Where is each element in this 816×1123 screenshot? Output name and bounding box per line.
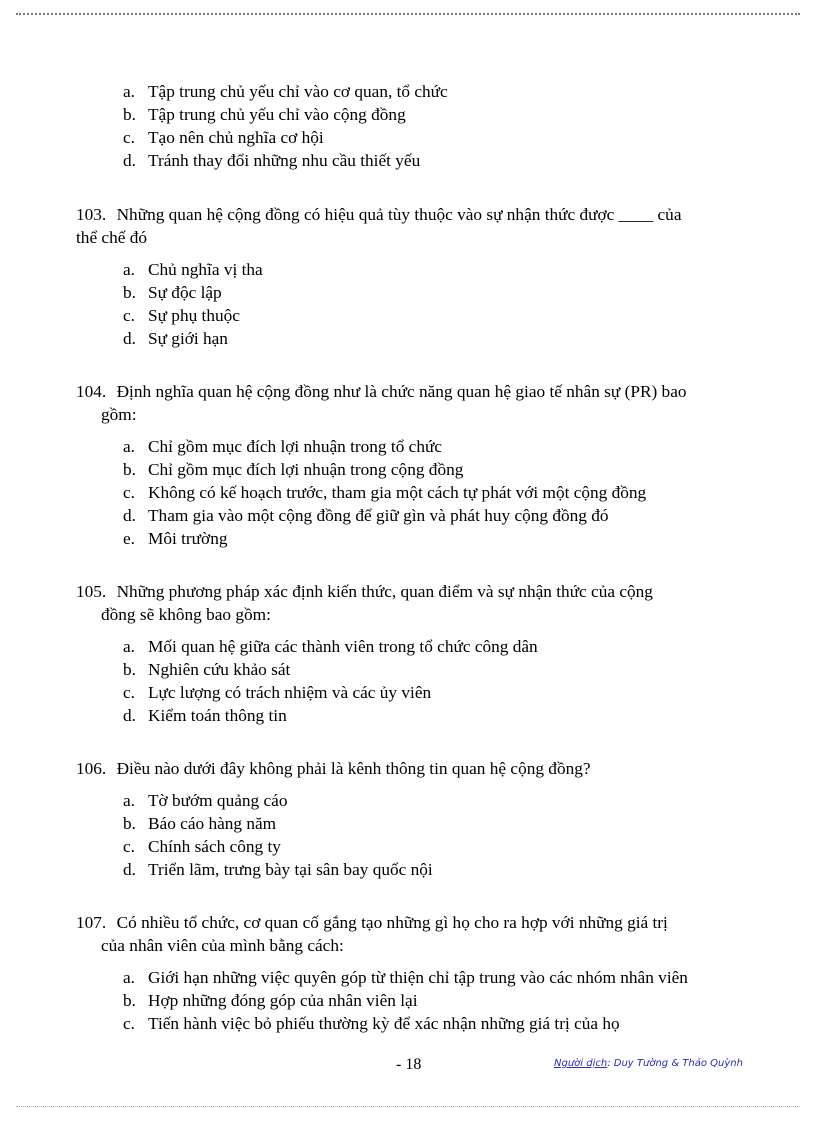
option-text: Kiểm toán thông tin [148, 706, 287, 725]
question-104 [76, 380, 744, 550]
question-line-1: Những phương pháp xác định kiến thức, quan điểm và sự nhận thức của cộng [116, 582, 653, 601]
option-text: Mối quan hệ giữa các thành viên trong tổ chức công dân [148, 637, 538, 656]
option-item [123, 789, 744, 812]
option-item [123, 1012, 744, 1035]
option-letter: d. [123, 329, 136, 348]
option-item [123, 304, 744, 327]
option-letter: b. [123, 460, 136, 479]
question-text [76, 911, 744, 934]
question-text [76, 380, 744, 403]
question-line-2: đồng sẽ không bao gồm: [101, 605, 271, 624]
option-letter: c. [123, 837, 135, 856]
option-text: Tiến hành việc bỏ phiếu thường kỳ để xác nhận những giá trị của họ [148, 1014, 620, 1033]
question-number: 103. [76, 205, 107, 224]
credit-names: : Duy Tường & Thảo Quỳnh [607, 1058, 743, 1069]
question-text [76, 203, 744, 226]
option-item [123, 504, 744, 527]
option-letter: d. [123, 706, 136, 725]
option-item [123, 80, 744, 103]
option-item [123, 481, 744, 504]
option-text: Sự phụ thuộc [148, 306, 240, 325]
option-item [123, 149, 744, 172]
question-options [76, 635, 744, 727]
question-line-2: của nhân viên của mình bằng cách: [101, 936, 344, 955]
option-text: Chủ nghĩa vị tha [148, 260, 263, 279]
option-text: Chính sách công ty [148, 837, 281, 856]
option-item [123, 989, 744, 1012]
option-letter: b. [123, 660, 136, 679]
option-text: Hợp những đóng góp của nhân viên lại [148, 991, 418, 1010]
option-text: Tập trung chủ yếu chỉ vào cơ quan, tổ chức [148, 82, 448, 101]
option-text: Chỉ gồm mục đích lợi nhuận trong cộng đồng [148, 460, 464, 479]
option-text: Lực lượng có trách nhiệm và các ủy viên [148, 683, 432, 702]
question-105 [76, 580, 744, 727]
option-text: Không có kế hoạch trước, tham gia một cách tự phát với một cộng đồng [148, 483, 647, 502]
credit-label: Người dịch [554, 1058, 608, 1069]
previous-question-options [76, 80, 744, 172]
option-text: Sự giới hạn [148, 329, 228, 348]
option-letter: b. [123, 991, 136, 1010]
option-item [123, 835, 744, 858]
option-item [123, 103, 744, 126]
question-number: 105. [76, 582, 107, 601]
option-letter: a. [123, 637, 135, 656]
option-text: Triển lãm, trưng bày tại sân bay quốc nội [148, 860, 433, 879]
option-letter: c. [123, 483, 135, 502]
question-options [76, 258, 744, 350]
option-text: Tờ bướm quảng cáo [148, 791, 288, 810]
option-item [123, 435, 744, 458]
top-border [16, 13, 800, 15]
option-letter: d. [123, 506, 136, 525]
option-letter: c. [123, 683, 135, 702]
question-number: 104. [76, 382, 107, 401]
question-text [76, 757, 744, 780]
option-item [123, 966, 744, 989]
option-text: Giới hạn những việc quyên góp từ thiện chỉ tập trung vào các nhóm nhân viên [148, 968, 688, 987]
question-text [76, 580, 744, 603]
option-letter: d. [123, 860, 136, 879]
option-item [123, 281, 744, 304]
bottom-border [16, 1106, 800, 1107]
option-letter: c. [123, 306, 135, 325]
option-text: Báo cáo hàng năm [148, 814, 277, 833]
option-letter: c. [123, 128, 135, 147]
option-item [123, 812, 744, 835]
translator-credit [554, 1058, 743, 1069]
option-letter: b. [123, 283, 136, 302]
option-text: Môi trường [148, 529, 228, 548]
question-number: 106. [76, 759, 107, 778]
question-line-2: thể chế đó [76, 228, 148, 247]
question-number: 107. [76, 913, 107, 932]
option-letter: b. [123, 105, 136, 124]
option-item [123, 458, 744, 481]
option-text: Tránh thay đổi những nhu cầu thiết yếu [148, 151, 421, 170]
option-letter: e. [123, 529, 135, 548]
option-text: Sự độc lập [148, 283, 222, 302]
option-item [123, 327, 744, 350]
question-107 [76, 911, 744, 1035]
question-options [76, 789, 744, 881]
option-letter: a. [123, 260, 135, 279]
option-letter: a. [123, 437, 135, 456]
option-item [123, 704, 744, 727]
page-number: - 18 [396, 1056, 422, 1073]
question-line-1: Điều nào dưới đây không phải là kênh thông tin quan hệ cộng đồng? [116, 759, 591, 778]
option-letter: a. [123, 968, 135, 987]
option-letter: a. [123, 82, 135, 101]
question-line-1: Định nghĩa quan hệ cộng đồng như là chức năng quan hệ giao tế nhân sự (PR) bao [116, 382, 687, 401]
option-letter: a. [123, 791, 135, 810]
question-103 [76, 203, 744, 350]
option-item [123, 126, 744, 149]
document-content [76, 80, 744, 1035]
option-text: Tập trung chủ yếu chỉ vào cộng đồng [148, 105, 406, 124]
option-text: Tạo nên chủ nghĩa cơ hội [148, 128, 324, 147]
option-text: Chỉ gồm mục đích lợi nhuận trong tổ chức [148, 437, 443, 456]
option-item [123, 858, 744, 881]
option-item [123, 635, 744, 658]
question-line-1: Những quan hệ cộng đồng có hiệu quả tùy thuộc vào sự nhận thức được ____ của [116, 205, 682, 224]
question-options [76, 435, 744, 550]
option-item [123, 658, 744, 681]
question-line-1: Có nhiều tổ chức, cơ quan cố gắng tạo những gì họ cho ra hợp với những giá trị [116, 913, 668, 932]
option-letter: c. [123, 1014, 135, 1033]
option-letter: d. [123, 151, 136, 170]
option-item [123, 681, 744, 704]
option-text: Nghiên cứu khảo sát [148, 660, 291, 679]
option-item [123, 527, 744, 550]
option-text: Tham gia vào một cộng đồng để giữ gìn và phát huy cộng đồng đó [148, 506, 609, 525]
question-options [76, 966, 744, 1035]
option-item [123, 258, 744, 281]
question-line-2: gồm: [101, 405, 137, 424]
question-106 [76, 757, 744, 881]
option-letter: b. [123, 814, 136, 833]
